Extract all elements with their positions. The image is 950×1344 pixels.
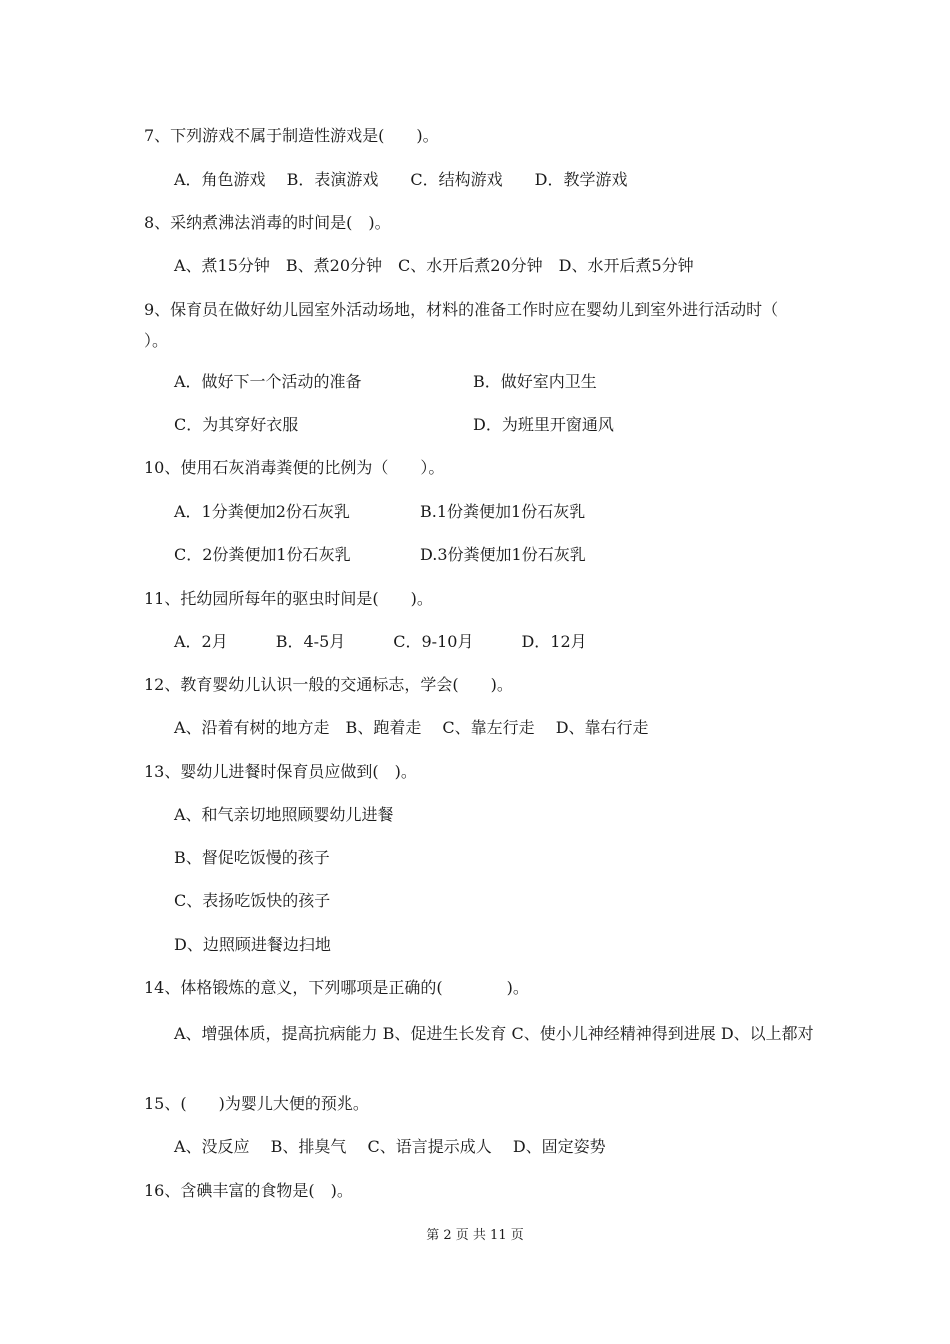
option-d: D、边照顾进餐边扫地: [174, 935, 331, 954]
question-text: 8、采纳煮沸法消毒的时间是( )。: [144, 213, 391, 232]
option-c: C．2份粪便加1份石灰乳: [174, 545, 351, 564]
option-line: A、增强体质，提高抗病能力 B、促进生长发育 C、使小儿神经精神得到进展 D、以上都对: [174, 1024, 814, 1043]
option-line: A、煮15分钟 B、煮20分钟 C、水开后煮20分钟 D、水开后煮5分钟: [174, 256, 694, 275]
option-b: B．做好室内卫生: [473, 372, 597, 391]
option-b: B.1份粪便加1份石灰乳: [420, 502, 586, 521]
question-text: 13、婴幼儿进餐时保育员应做到( )。: [144, 762, 417, 781]
question-text: 9、保育员在做好幼儿园室外活动场地，材料的准备工作时应在婴幼儿到室外进行活动时（: [144, 300, 779, 319]
option-a: A、和气亲切地照顾婴幼儿进餐: [174, 805, 394, 824]
question-text: 16、含碘丰富的食物是( )。: [144, 1181, 353, 1200]
option-a: A．做好下一个活动的准备: [174, 372, 362, 391]
option-line: A．角色游戏 B．表演游戏 C．结构游戏 D．教学游戏: [174, 170, 628, 189]
question-text: 15、( )为婴儿大便的预兆。: [144, 1094, 369, 1113]
option-d: D.3份粪便加1份石灰乳: [420, 545, 586, 564]
question-text: 12、教育婴幼儿认识一般的交通标志，学会( )。: [144, 675, 513, 694]
option-line: A、沿着有树的地方走 B、跑着走 C、靠左行走 D、靠右行走: [174, 718, 649, 737]
option-c: C、表扬吃饭快的孩子: [174, 891, 331, 910]
page-footer: 第 2 页 共 11 页: [426, 1228, 524, 1243]
option-line: A、没反应 B、排臭气 C、语言提示成人 D、固定姿势: [174, 1137, 606, 1156]
option-d: D．为班里开窗通风: [473, 415, 614, 434]
option-a: A．1分粪便加2份石灰乳: [174, 502, 350, 521]
question-text-continued: ）。: [144, 331, 169, 350]
option-c: C．为其穿好衣服: [174, 415, 299, 434]
question-text: 14、体格锻炼的意义，下列哪项是正确的( )。: [144, 978, 529, 997]
question-text: 7、下列游戏不属于制造性游戏是( )。: [144, 126, 439, 145]
option-b: B、督促吃饭慢的孩子: [174, 848, 330, 867]
question-text: 10、使用石灰消毒粪便的比例为（ ）。: [144, 458, 445, 477]
option-line: A．2月 B．4-5月 C．9-10月 D．12月: [174, 632, 587, 651]
question-text: 11、托幼园所每年的驱虫时间是( )。: [144, 589, 433, 608]
